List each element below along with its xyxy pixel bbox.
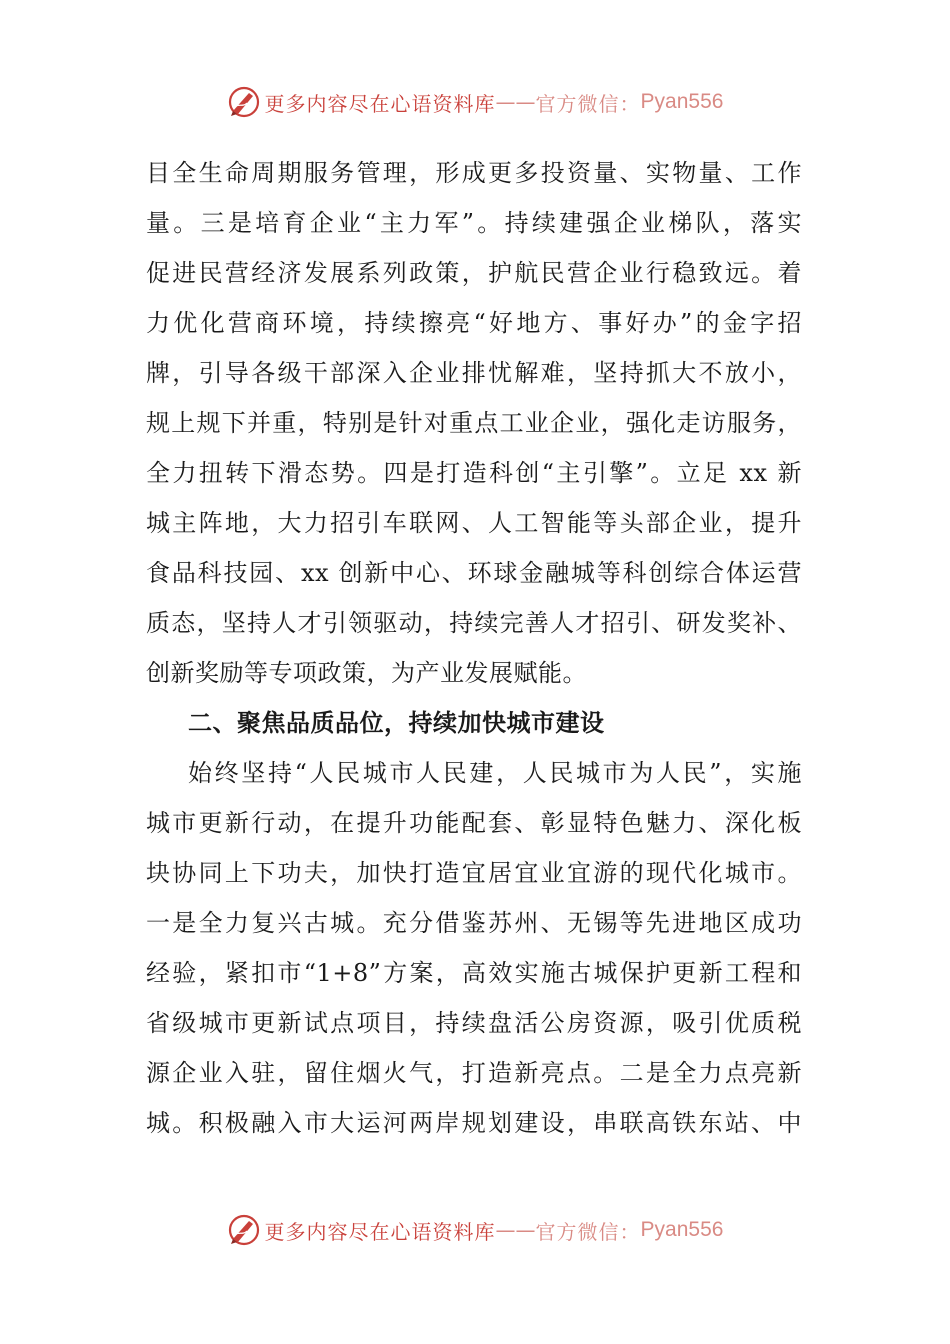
document-body xyxy=(146,148,802,1148)
paragraph-line: 块协同上下功夫，加快打造宜居宜业宜游的现代化城市。 xyxy=(146,859,802,887)
banner-title: 更多内容尽在心语资料库 xyxy=(264,1219,496,1244)
banner-dash: —— xyxy=(495,1218,536,1242)
paragraph-line: 食品科技园、xx 创新中心、环球金融城等科创综合体运营 xyxy=(146,559,802,587)
paragraph-line: 城市更新行动，在提升功能配套、彰显特色魅力、深化板 xyxy=(146,809,802,837)
banner-title: 更多内容尽在心语资料库 xyxy=(264,91,496,116)
paragraph-line: 创新奖励等专项政策，为产业发展赋能。 xyxy=(146,659,587,687)
paragraph-line: 质态，坚持人才引领驱动，持续完善人才招引、研发奖补、 xyxy=(146,609,802,637)
paragraph-line: 规上规下并重，特别是针对重点工业企业，强化走访服务， xyxy=(146,409,802,437)
banner-dash: —— xyxy=(495,90,536,114)
header-banner xyxy=(0,82,950,122)
footer-banner xyxy=(0,1210,950,1250)
paragraph-line: 牌，引导各级干部深入企业排忧解难，坚持抓大不放小， xyxy=(146,359,802,387)
pen-circle-logo-icon xyxy=(227,85,261,119)
paragraph-line: 经验，紧扣市“1+8”方案，高效实施古城保护更新工程和 xyxy=(146,959,802,987)
paragraph-line: 力优化营商环境，持续擦亮“好地方、事好办”的金字招 xyxy=(146,309,802,337)
paragraph-line: 量。三是培育企业“主力军”。持续建强企业梯队，落实 xyxy=(146,209,802,237)
paragraph-line: 城主阵地，大力招引车联网、人工智能等头部企业，提升 xyxy=(146,509,802,537)
pen-circle-logo-icon xyxy=(227,1213,261,1247)
paragraph-line: 城。积极融入市大运河两岸规划建设，串联高铁东站、中 xyxy=(146,1109,802,1137)
banner-wechat-id: Pyan556 xyxy=(640,90,724,113)
section-heading: 二、聚焦品质品位，持续加快城市建设 xyxy=(188,709,605,737)
paragraph-line: 省级城市更新试点项目，持续盘活公房资源，吸引优质税 xyxy=(146,1009,802,1037)
banner-wechat-label: 官方微信： xyxy=(535,1219,641,1244)
paragraph-line: 始终坚持“人民城市人民建，人民城市为人民”，实施 xyxy=(188,759,802,787)
paragraph-line: 促进民营经济发展系列政策，护航民营企业行稳致远。着 xyxy=(146,259,802,287)
banner-wechat-id: Pyan556 xyxy=(640,1218,724,1241)
paragraph-line: 目全生命周期服务管理，形成更多投资量、实物量、工作 xyxy=(146,159,802,187)
paragraph-line: 一是全力复兴古城。充分借鉴苏州、无锡等先进地区成功 xyxy=(146,909,802,937)
paragraph-line: 全力扭转下滑态势。四是打造科创“主引擎”。立足 xx 新 xyxy=(146,459,802,487)
paragraph-line: 源企业入驻，留住烟火气，打造新亮点。二是全力点亮新 xyxy=(146,1059,802,1087)
banner-wechat-label: 官方微信： xyxy=(535,91,641,116)
